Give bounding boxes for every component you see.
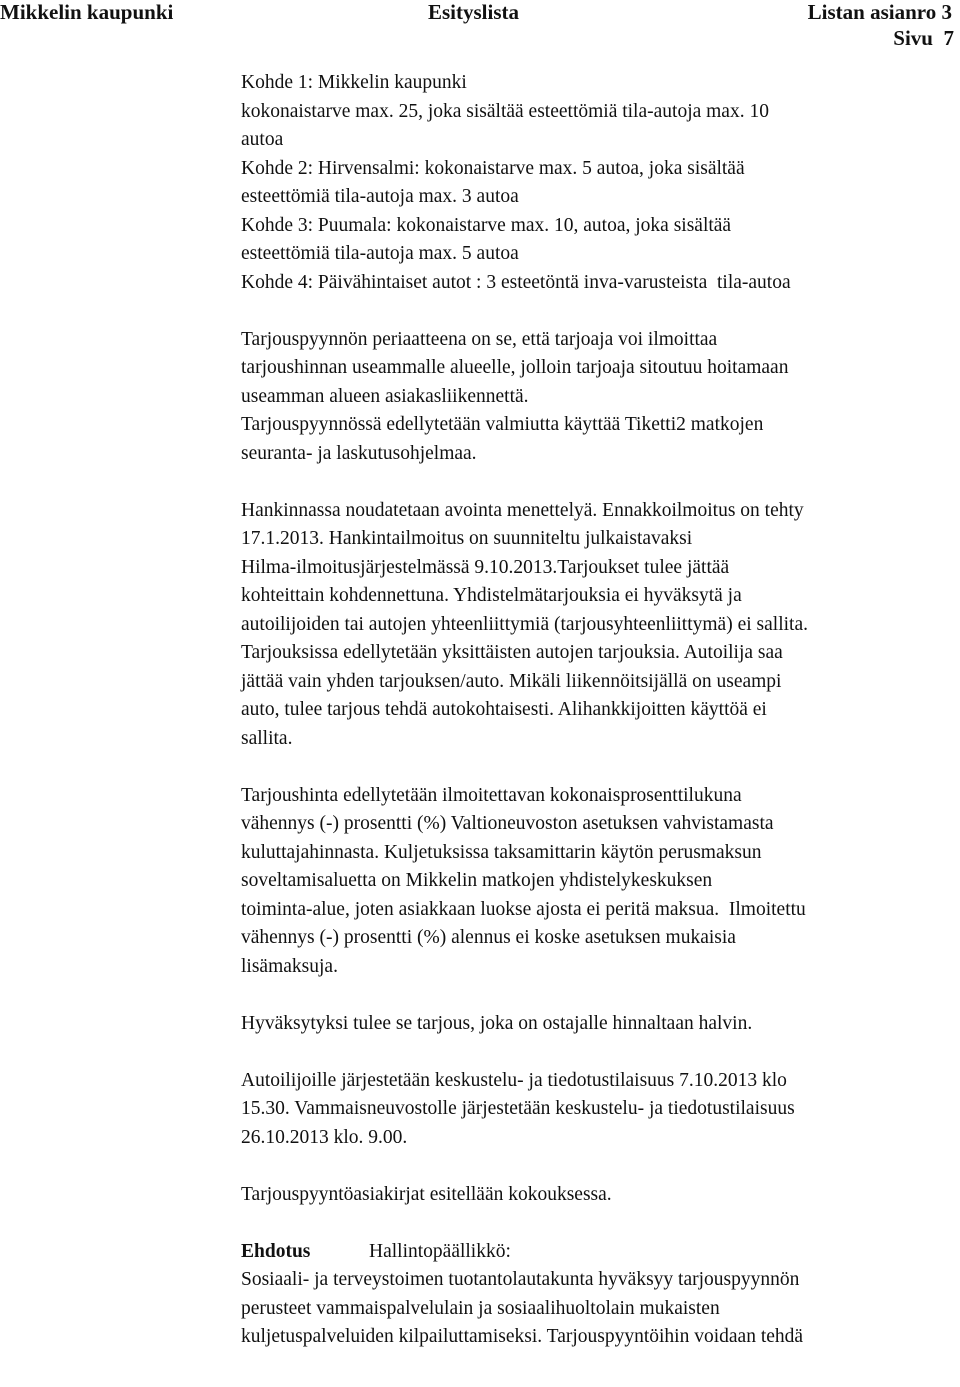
text-line: esteettömiä tila-autoja max. 5 autoa — [241, 243, 519, 264]
text-line: Tarjouksissa edellytetään yksittäisten autojen tarjouksia. Autoilija saa — [241, 642, 783, 663]
text-line: esteettömiä tila-autoja max. 3 autoa — [241, 186, 519, 207]
paragraph — [241, 69, 956, 297]
proposal-text — [241, 1266, 956, 1352]
text-line: sallita. — [241, 727, 293, 749]
paragraph-list — [241, 69, 956, 1209]
text-line: Hilma-ilmoitusjärjestelmässä 9.10.2013.Tarjoukset tulee jättää — [241, 556, 730, 578]
text-line: Autoilijoille järjestetään keskustelu- ja tiedotustilaisuus 7.10.2013 klo — [241, 1069, 787, 1091]
header-item-number: Listan asianro 3 — [807, 0, 952, 24]
text-line: Tarjouspyyntöasiakirjat esitellään kokouksessa. — [241, 1183, 612, 1205]
paragraph — [241, 497, 956, 754]
header-page-number: Sivu 7 — [893, 26, 954, 50]
text-line: Hankinnassa noudatetaan avointa menettelyä. Ennakkoilmoitus on tehty — [241, 499, 804, 521]
text-line: jättää vain yhden tarjouksen/auto. Mikäli liikennöitsijällä on useampi — [241, 670, 782, 692]
proposal-section — [241, 1238, 956, 1352]
text-line: Sosiaali- ja terveystoimen tuotantolautakunta hyväksyy tarjouspyynnön — [241, 1269, 800, 1290]
paragraph — [241, 1010, 956, 1039]
text-line: vähennys (-) prosentti (%) alennus ei koske asetuksen mukaisia — [241, 927, 736, 948]
paragraph — [241, 782, 956, 982]
text-line: Tarjouspyynnössä edellytetään valmiutta käyttää Tiketti2 matkojen — [241, 414, 764, 435]
text-line: Kohde 2: Hirvensalmi: kokonaistarve max. 5 autoa, joka sisältää — [241, 157, 745, 179]
text-line: autoilijoiden tai autojen yhteenliittymiä (tarjousyhteenliittymä) ei sallita. — [241, 613, 808, 635]
paragraph — [241, 1067, 956, 1153]
text-line: autoa — [241, 129, 284, 150]
paragraph — [241, 1181, 956, 1210]
header-document-type: Esityslista — [428, 0, 520, 24]
text-line: kuluttajahinnasta. Kuljetuksissa taksamittarin käytön perusmaksun — [241, 841, 762, 863]
text-line: seuranta- ja laskutusohjelmaa. — [241, 442, 477, 464]
text-line: kokonaistarve max. 25, joka sisältää esteettömiä tila-autoja max. 10 — [241, 100, 769, 122]
text-line: kohteittain kohdennettuna. Yhdistelmätarjouksia ei hyväksytä ja — [241, 585, 742, 606]
document-body — [241, 69, 956, 1352]
proposal-label: Ehdotus — [241, 1240, 311, 1262]
text-line: 26.10.2013 klo. 9.00. — [241, 1126, 408, 1148]
text-line: perusteet vammaispalvelulain ja sosiaalihuoltolain mukaisten — [241, 1297, 720, 1319]
text-line: tarjoushinnan useammalle alueelle, jolloin tarjoaja sitoutuu hoitamaan — [241, 357, 789, 378]
text-line: Kohde 3: Puumala: kokonaistarve max. 10, autoa, joka sisältää — [241, 214, 732, 236]
text-line: soveltamisaluetta on Mikkelin matkojen yhdistelykeskuksen — [241, 870, 713, 891]
paragraph — [241, 326, 956, 469]
text-line: 15.30. Vammaisneuvostolle järjestetään keskustelu- ja tiedotustilaisuus — [241, 1098, 795, 1119]
text-line: Kohde 1: Mikkelin kaupunki — [241, 72, 467, 93]
proposal-heading — [241, 1238, 956, 1267]
proposal-role: Hallintopäällikkö: — [369, 1240, 511, 1262]
header-organization: Mikkelin kaupunki — [0, 0, 174, 24]
text-line: Hyväksytyksi tulee se tarjous, joka on ostajalle hinnaltaan halvin. — [241, 1012, 753, 1034]
text-line: toiminta-alue, joten asiakkaan luokse ajosta ei peritä maksua. Ilmoitettu — [241, 898, 806, 920]
text-line: kuljetuspalveluiden kilpailuttamiseksi. Tarjouspyyntöihin voidaan tehdä — [241, 1326, 804, 1347]
text-line: useamman alueen asiakasliikennettä. — [241, 385, 529, 407]
text-line: vähennys (-) prosentti (%) Valtioneuvoston asetuksen vahvistamasta — [241, 813, 774, 834]
text-line: Tarjouspyynnön periaatteena on se, että tarjoaja voi ilmoittaa — [241, 328, 718, 350]
text-line: 17.1.2013. Hankintailmoitus on suunniteltu julkaistavaksi — [241, 528, 693, 549]
text-line: Tarjoushinta edellytetään ilmoitettavan kokonaisprosenttilukuna — [241, 784, 742, 806]
text-line: auto, tulee tarjous tehdä autokohtaisesti. Alihankkijoitten käyttöä ei — [241, 699, 767, 720]
text-line: Kohde 4: Päivähintaiset autot : 3 esteetöntä inva-varusteista tila-autoa — [241, 271, 791, 293]
text-line: lisämaksuja. — [241, 955, 338, 977]
page-header — [0, 0, 960, 56]
